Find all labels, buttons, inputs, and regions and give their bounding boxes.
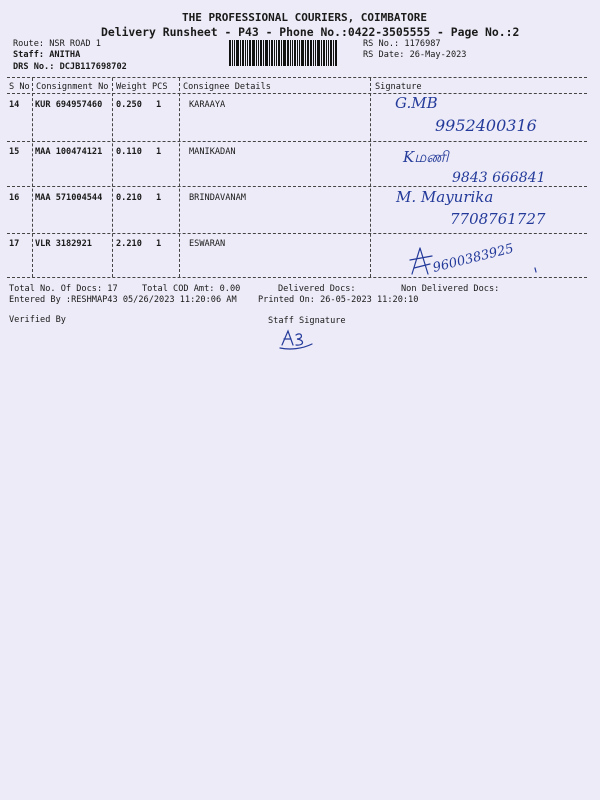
barcode-bar [260, 40, 262, 66]
barcode-bar [294, 40, 296, 66]
row-consignee: ESWARAN [189, 239, 226, 249]
barcode-bar [249, 40, 251, 66]
row-rule [7, 233, 587, 234]
barcode-bar [321, 40, 322, 66]
row-pcs: 1 [156, 239, 162, 249]
row-consignee: KARAAYA [189, 100, 226, 110]
total-docs: Total No. Of Docs: 17 [9, 284, 118, 294]
barcode-bar [263, 40, 264, 66]
company-title: THE PROFESSIONAL COURIERS, COIMBATORE [182, 11, 428, 24]
route-label: Route: NSR ROAD 1 [13, 39, 101, 49]
barcode-bar [252, 40, 255, 66]
staff-signature-scribble [278, 327, 318, 351]
barcode-bar [283, 40, 286, 66]
barcode-bar [236, 40, 239, 66]
row-weight: 0.250 [116, 100, 142, 110]
signature-name: M. Mayurika [396, 188, 494, 206]
row-rule [7, 141, 587, 142]
signature-scribble [394, 184, 569, 232]
signature-dot [535, 268, 536, 272]
signature-phone: 9600383925 [431, 241, 516, 276]
barcode-bar [242, 40, 244, 66]
barcode-bar [335, 40, 337, 66]
signature-mark [410, 248, 432, 274]
barcode-bar [333, 40, 334, 66]
barcode-bar [326, 40, 327, 66]
entered-by: Entered By :RESHMAP43 05/26/2023 11:20:06 AM [9, 295, 237, 305]
row-consignee: MANIKADAN [189, 147, 236, 157]
barcode-bar [292, 40, 293, 66]
signature-scribble [400, 144, 560, 188]
row-consignment: VLR 3182921 [35, 239, 92, 249]
signature-phone: 9843 666841 [452, 170, 546, 186]
barcode-bar [287, 40, 289, 66]
row-sno: 14 [9, 100, 20, 110]
row-weight: 0.210 [116, 193, 142, 203]
col-header-consignee: Consignee Details [183, 82, 271, 92]
verified-by-label: Verified By [9, 315, 66, 325]
barcode-bar [313, 40, 314, 66]
col-header-pcs: PCS [152, 82, 168, 92]
printed-on: Printed On: 26-05-2023 11:20:10 [258, 295, 419, 305]
barcode-bar [281, 40, 282, 66]
row-consignment: MAA 571004544 [35, 193, 103, 203]
non-delivered-docs: Non Delivered Docs: [401, 284, 500, 294]
barcode-bar [269, 40, 270, 66]
col-sep [32, 78, 33, 277]
barcode-bar [258, 40, 259, 66]
staff-signature-label: Staff Signature [268, 316, 346, 326]
total-cod-amount: Total COD Amt: 0.00 [142, 284, 241, 294]
staff-label: Staff: ANITHA [13, 50, 81, 60]
col-header-signature: Signature [375, 82, 422, 92]
col-sep [179, 78, 180, 277]
barcode-bar [323, 40, 325, 66]
barcode-bar [271, 40, 273, 66]
barcode-bar [328, 40, 329, 66]
row-consignment: KUR 694957460 [35, 100, 103, 110]
signature-phone: 9952400316 [435, 116, 537, 135]
barcode-bar [274, 40, 275, 66]
barcode-bar [276, 40, 277, 66]
barcode-bar [240, 40, 241, 66]
col-header-weight: Weight [116, 82, 148, 92]
barcode-bar [232, 40, 233, 66]
barcode-bar [234, 40, 235, 66]
barcode-bar [299, 40, 300, 66]
signature-name: G.MB [395, 94, 438, 112]
barcode-bar [301, 40, 304, 66]
row-consignment: MAA 100474121 [35, 147, 103, 157]
row-sno: 15 [9, 147, 20, 157]
row-pcs: 1 [156, 100, 162, 110]
barcode-bar [245, 40, 246, 66]
col-sep [112, 78, 113, 277]
barcode-bar [290, 40, 291, 66]
barcode-bar [278, 40, 280, 66]
runsheet-title: Delivery Runsheet - P43 - Phone No.:0422-3505555 - Page No.:2 [101, 25, 520, 39]
row-rule [7, 277, 587, 278]
row-sno: 17 [9, 239, 20, 249]
signature-scribble [390, 92, 550, 136]
barcode-bar [310, 40, 312, 66]
col-header-consignment: Consignment No [36, 82, 109, 92]
barcode-bar [317, 40, 320, 66]
barcode-bar [247, 40, 248, 66]
col-sep [370, 78, 371, 277]
drs-number: DRS No.: DCJB117698702 [13, 62, 127, 72]
row-weight: 2.210 [116, 239, 142, 249]
barcode-bar [305, 40, 306, 66]
col-header-sno: S No [9, 82, 30, 92]
staff-initials-mark [280, 331, 312, 349]
barcode-bar [265, 40, 268, 66]
row-weight: 0.110 [116, 147, 142, 157]
signature-name: Kமணி [403, 148, 449, 166]
barcode [229, 40, 355, 66]
row-sno: 16 [9, 193, 20, 203]
barcode-bar [330, 40, 332, 66]
table-top-rule [7, 77, 587, 78]
rs-number: RS No.: 1176987 [363, 39, 441, 49]
barcode-bar [315, 40, 316, 66]
row-pcs: 1 [156, 193, 162, 203]
delivered-docs: Delivered Docs: [278, 284, 356, 294]
barcode-bar [307, 40, 309, 66]
signature-phone: 7708761727 [450, 210, 546, 228]
row-consignee: BRINDAVANAM [189, 193, 246, 203]
barcode-bar [256, 40, 257, 66]
barcode-bar [297, 40, 298, 66]
rs-date: RS Date: 26-May-2023 [363, 50, 467, 60]
barcode-bar [229, 40, 231, 66]
row-pcs: 1 [156, 147, 162, 157]
